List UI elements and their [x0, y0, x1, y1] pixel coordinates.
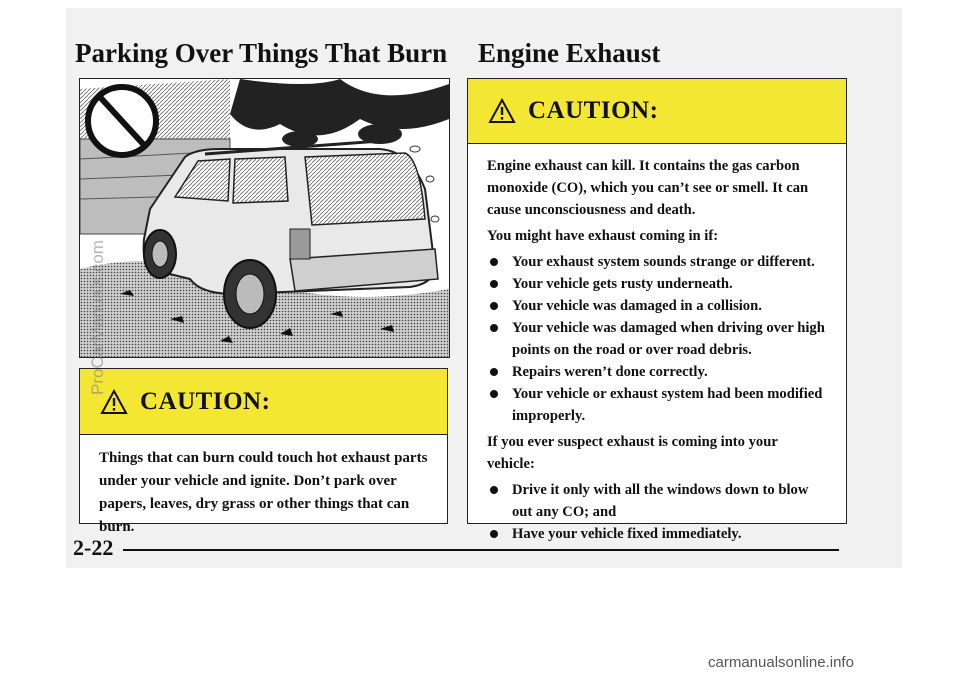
footer-rule	[123, 549, 839, 551]
watermark-left: ProCarManuals.com	[88, 240, 107, 395]
list-item: Your vehicle was damaged in a collision.	[487, 295, 828, 317]
parking-illustration	[79, 78, 450, 358]
section-heading-exhaust: Engine Exhaust	[478, 38, 661, 68]
caution-text: Things that can burn could touch hot exhaust parts under your vehicle and ignite. Don’t park over papers, leaves, dry grass or other things that can burn.	[99, 450, 428, 535]
list-item: Your exhaust system sounds strange or different.	[487, 251, 828, 273]
caution-label: CAUTION:	[140, 387, 271, 415]
list-item: Repairs weren’t done correctly.	[487, 361, 828, 383]
list-item: Drive it only with all the windows down to blow out any CO; and	[487, 479, 828, 523]
parking-caution-box	[79, 368, 448, 535]
caution-header	[468, 79, 846, 144]
exhaust-caution-box	[467, 78, 847, 542]
suspect-intro: If you ever suspect exhaust is coming into your vehicle:	[487, 434, 778, 472]
caution-intro: Engine exhaust can kill. It contains the gas carbon monoxide (CO), which you can’t see or smell. It can cause unconsciousness and death.	[487, 158, 809, 218]
list-item: Have your vehicle fixed immediately.	[487, 523, 828, 545]
list-intro: You might have exhaust coming in if:	[487, 228, 719, 244]
caution-header	[80, 369, 447, 435]
action-list	[487, 479, 828, 545]
list-item: Your vehicle was damaged when driving over high points on the road or over road debris.	[487, 317, 828, 361]
exhaust-symptom-list	[487, 251, 828, 427]
section-heading-parking: Parking Over Things That Burn	[75, 38, 448, 68]
page-number: 2-22	[73, 535, 114, 560]
prohibited-icon	[88, 87, 156, 155]
suv-parked-over-leaves-icon	[80, 79, 449, 357]
list-item: Your vehicle gets rusty underneath.	[487, 273, 828, 295]
watermark-bottom: carmanualsonline.info	[708, 654, 854, 671]
warning-triangle-icon	[488, 98, 516, 124]
list-item: Your vehicle or exhaust system had been modified improperly.	[487, 383, 828, 427]
caution-label: CAUTION:	[528, 97, 659, 124]
